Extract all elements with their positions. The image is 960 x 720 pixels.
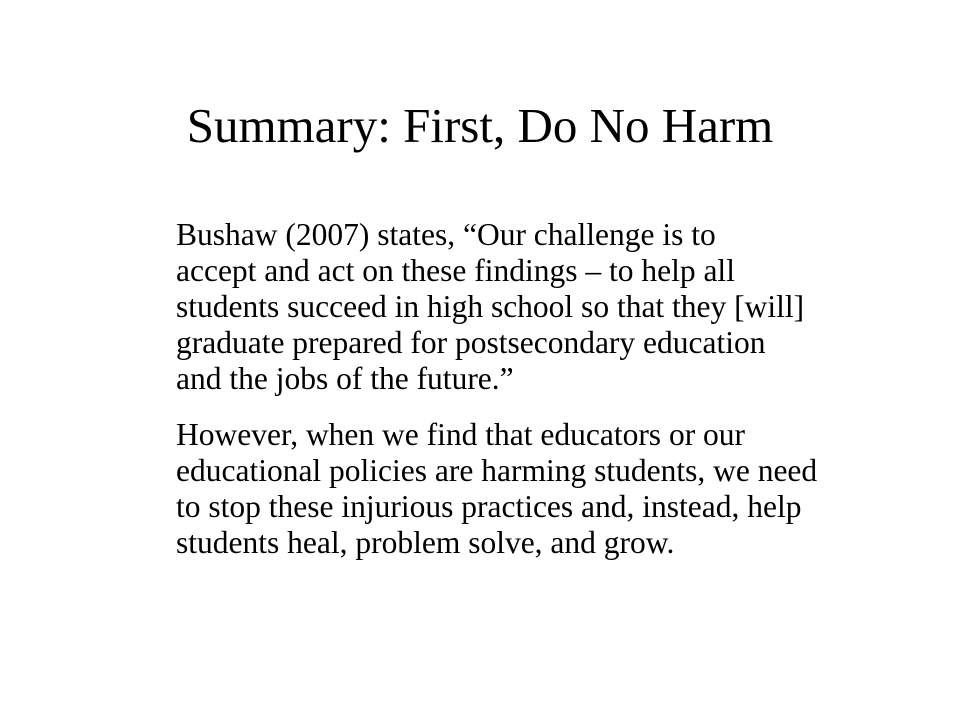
paragraph-line: graduate prepared for postsecondary education: [176, 325, 766, 360]
paragraph-line: Bushaw (2007) states, “Our challenge is to: [176, 217, 716, 252]
slide-body: [118, 217, 890, 561]
paragraph-line: However, when we find that educators or our: [176, 417, 746, 452]
bushaw-quote-paragraph: [118, 217, 890, 397]
harm-paragraph: [118, 417, 890, 561]
paragraph-line: to stop these injurious practices and, instead, help: [176, 489, 802, 524]
slide-title: Summary: First, Do No Harm: [186, 98, 774, 153]
paragraph-line: accept and act on these findings – to help all: [176, 253, 735, 288]
paragraph-line: educational policies are harming students, we need: [176, 453, 818, 488]
paragraph-line: students succeed in high school so that they [will]: [176, 289, 805, 324]
paragraph-line: students heal, problem solve, and grow.: [176, 525, 675, 560]
paragraph-line: and the jobs of the future.”: [176, 361, 514, 396]
